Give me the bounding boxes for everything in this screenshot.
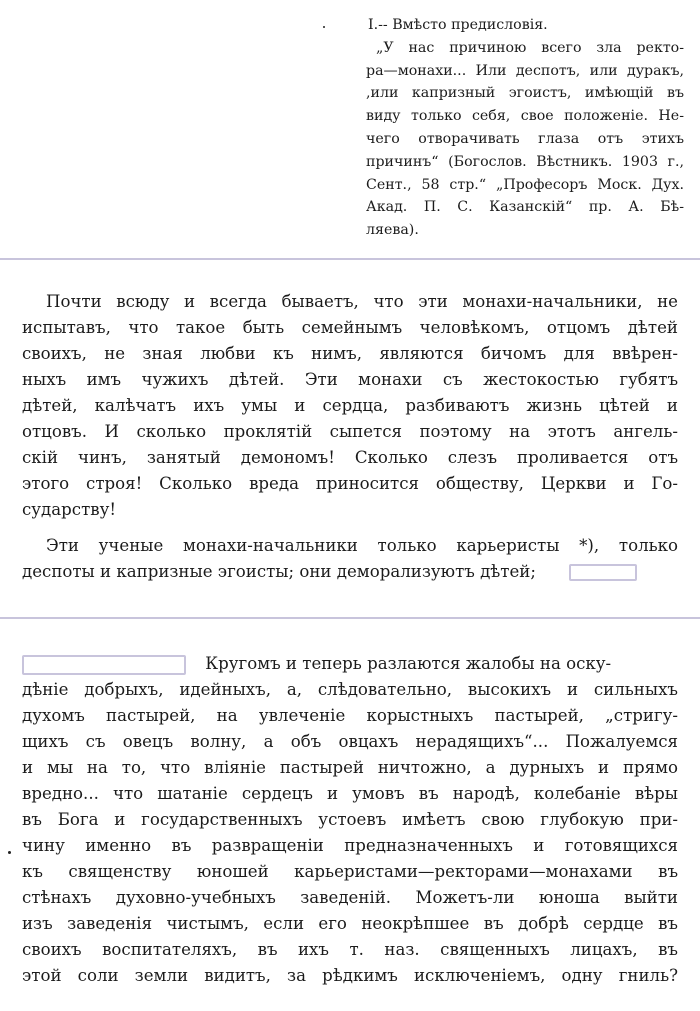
text-line: Эти ученые монахи-начальники только карьеристы *), только [46, 536, 678, 555]
epigraph-line: ,или капризный эгоистъ, имѣющій въ [366, 85, 684, 102]
epigraph-line: ляева). [366, 222, 419, 239]
text-line: въ Бога и государственныхъ устоевъ имѣетъ свою глубокую при- [22, 810, 678, 829]
text-line: Почти всюду и всегда бываетъ, что эти монахи-начальники, не [46, 292, 678, 311]
text-line: къ священству юношей карьеристами—ректорами—монахами въ [22, 862, 678, 881]
text-line-with-box [22, 651, 678, 677]
text-line-with-box [22, 559, 678, 585]
redaction-box [22, 655, 186, 675]
paragraph-2 [22, 533, 678, 585]
text-line: изъ заведенія чистымъ, если его неокрѣпшее въ добрѣ сердце въ [22, 914, 678, 933]
epigraph-line: ра—монахи... Или деспотъ, или дуракъ, [366, 62, 684, 79]
epigraph-heading: I.-- Вмѣсто предисловія. [368, 17, 548, 33]
paragraph-1 [22, 289, 678, 523]
text-line: своихъ воспитателяхъ, въ ихъ т. наз. священныхъ лицахъ, въ [22, 940, 678, 959]
speck-mark [8, 851, 11, 854]
text-line: деспоты и капризные эгоисты; они деморализуютъ дѣтей; [22, 562, 536, 581]
text-line: этого строя! Сколько вреда приносится обществу, Церкви и Го- [22, 474, 678, 493]
divider-top [0, 258, 700, 260]
text-line: и мы на то, что вліяніе пастырей ничтожно, а дурныхъ и прямо [22, 758, 678, 777]
text-line: скій чинъ, занятый демономъ! Сколько слезъ проливается отъ [22, 448, 678, 467]
epigraph-line: чего отворачивать глаза отъ этихъ [366, 130, 684, 147]
text-line: дѣтей, калѣчатъ ихъ умы и сердца, разбиваютъ жизнь цѣтей и [22, 396, 678, 415]
epigraph-line: „У нас причиною всего зла ректо- [376, 39, 684, 56]
text-line: дѣніе добрыхъ, идейныхъ, а, слѣдовательно, высокихъ и сильныхъ [22, 680, 678, 699]
text-line: щихъ съ овецъ волну, а объ овцахъ нерадящихъ“... Пожалуемся [22, 732, 678, 751]
speck-mark [323, 26, 325, 28]
epigraph-line: виду только себя, свое положеніе. Не- [366, 108, 684, 125]
text-line: испытавъ, что такое быть семейнымъ человѣкомъ, отцомъ дѣтей [22, 318, 678, 337]
text-line: сударству! [22, 500, 117, 519]
divider-bottom [0, 617, 700, 619]
text-line: этой соли земли видитъ, за рѣдкимъ исключеніемъ, одну гниль? [22, 966, 678, 985]
text-line: вредно... что шатаніе сердецъ и умовъ въ народѣ, колебаніе вѣры [22, 784, 678, 803]
epigraph-line: Сент., 58 стр.“ „Професоръ Моск. Дух. [366, 176, 684, 193]
paragraph-3 [22, 651, 678, 989]
text-line: своихъ, не зная любви къ нимъ, являются бичомъ для ввѣрен- [22, 344, 678, 363]
text-line: чину именно въ развращеніи предназначенныхъ и готовящихся [22, 836, 678, 855]
text-line: Кругомъ и теперь разлаются жалобы на оску- [205, 654, 612, 673]
epigraph-line: Акад. П. С. Казанскій“ пр. А. Бѣ- [366, 199, 684, 216]
redaction-box [569, 564, 637, 581]
text-line: стѣнахъ духовно-учебныхъ заведеній. Можетъ-ли юноша выйти [22, 888, 678, 907]
text-line: отцовъ. И сколько проклятій сыпется поэтому на этотъ ангель- [22, 422, 678, 441]
text-line: духомъ пастырей, на увлеченіе корыстныхъ пастырей, „стригу- [22, 706, 678, 725]
epigraph [366, 14, 684, 242]
epigraph-line: причинъ“ (Богослов. Вѣстникъ. 1903 г., [366, 153, 684, 170]
text-line: ныхъ имъ чужихъ дѣтей. Эти монахи съ жестокостью губятъ [22, 370, 678, 389]
